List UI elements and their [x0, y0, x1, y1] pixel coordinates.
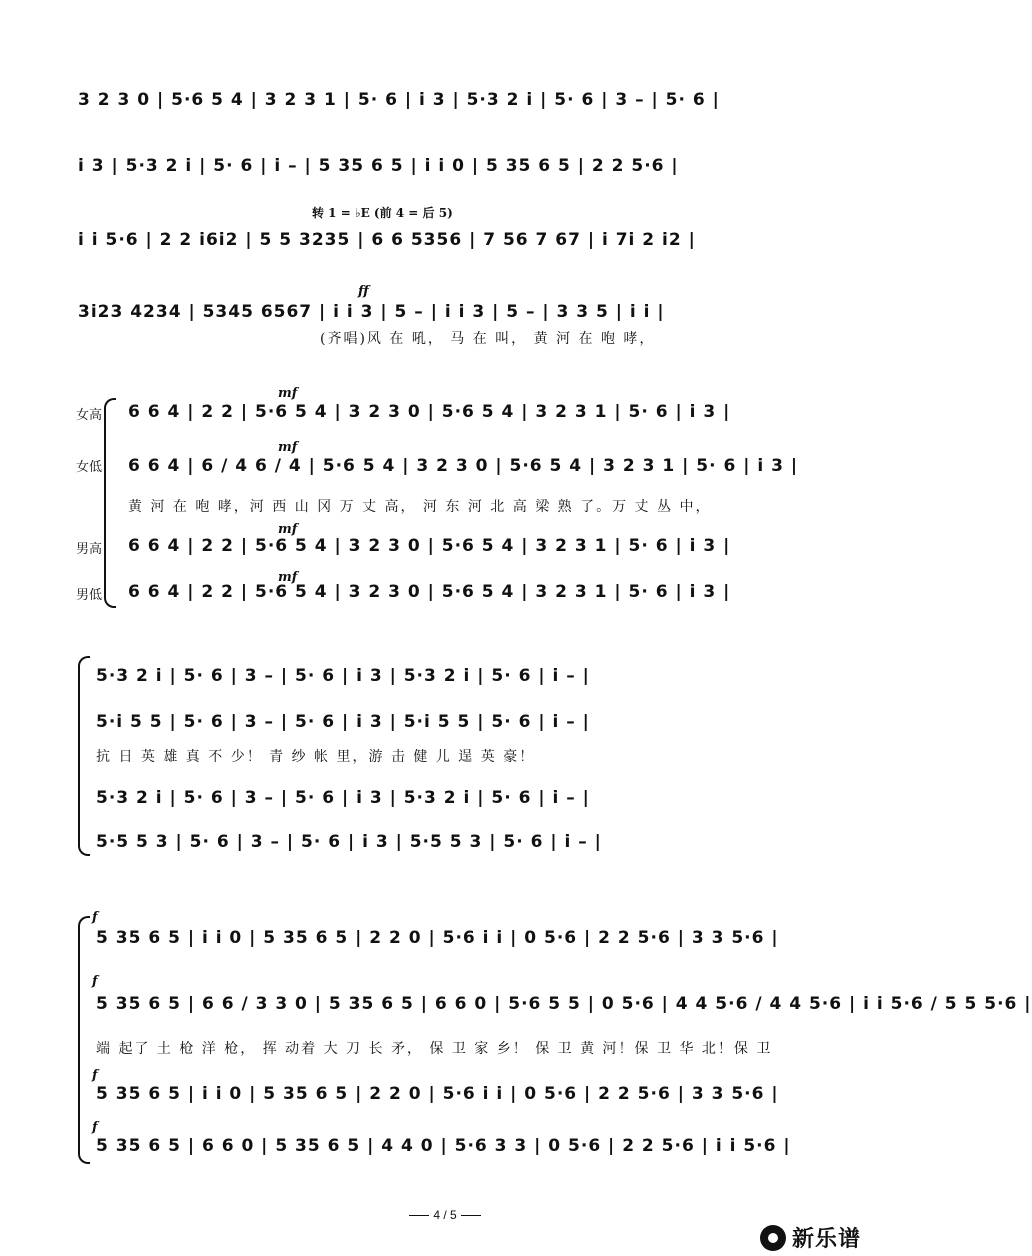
- notation-line-4: 3i23 4234 | 5345 6567 | i i 3 | 5 – | i i 3 | 5 – | 3 3 5 | i i |: [78, 302, 665, 322]
- voice-label: 女低: [76, 460, 103, 475]
- music-disc-icon: [760, 1225, 786, 1251]
- page-number: 4 / 5: [400, 1208, 490, 1222]
- dynamic-marking: mf: [278, 440, 298, 455]
- system-bracket: [78, 916, 90, 1164]
- alto-line: 6 6 4 | 6 / 4 6 / 4 | 5·6 5 4 | 3 2 3 0 | 5·6 5 4 | 3 2 3 1 | 5· 6 | i 3 |: [128, 456, 799, 476]
- dynamic-marking: f: [92, 1068, 98, 1083]
- lyrics-line-1: (齐唱)风 在 吼， 马 在 叫， 黄 河 在 咆 哮，: [320, 331, 656, 347]
- soprano-line: 5·3 2 i | 5· 6 | 3 – | 5· 6 | i 3 | 5·3 2 i | 5· 6 | i – |: [96, 666, 590, 686]
- tenor-line: 6 6 4 | 2 2 | 5·6 5 4 | 3 2 3 0 | 5·6 5 4 | 3 2 3 1 | 5· 6 | i 3 |: [128, 536, 731, 556]
- voice-label: 女高: [76, 408, 103, 423]
- dynamic-marking: f: [92, 974, 98, 989]
- dynamic-marking: mf: [278, 386, 298, 401]
- logo-text: 新乐谱: [792, 1227, 862, 1252]
- bass-line: 5·5 5 3 | 5· 6 | 3 – | 5· 6 | i 3 | 5·5 5 3 | 5· 6 | i – |: [96, 832, 602, 852]
- dynamic-marking: mf: [278, 522, 298, 537]
- bass-line: 6 6 4 | 2 2 | 5·6 5 4 | 3 2 3 0 | 5·6 5 4 | 3 2 3 1 | 5· 6 | i 3 |: [128, 582, 731, 602]
- voice-label: 男低: [76, 588, 103, 603]
- tenor-line: 5 35 6 5 | i i 0 | 5 35 6 5 | 2 2 0 | 5·6 i i | 0 5·6 | 2 2 5·6 | 3 3 5·6 |: [96, 1084, 779, 1104]
- notation-line-2: i 3 | 5·3 2 i | 5· 6 | i – | 5 35 6 5 | i i 0 | 5 35 6 5 | 2 2 5·6 |: [78, 156, 679, 176]
- dynamic-marking: ff: [358, 284, 369, 299]
- key-change-marking: 转 1 = ♭E (前 4 = 后 5): [312, 206, 453, 220]
- dynamic-marking: f: [92, 1120, 98, 1135]
- alto-line: 5 35 6 5 | 6 6 / 3 3 0 | 5 35 6 5 | 6 6 0 | 5·6 5 5 | 0 5·6 | 4 4 5·6 / 4 4 5·6 | i i 5·6 / 5 5 5·6 |: [96, 994, 1032, 1014]
- lyrics-line-4: 端 起了 土 枪 洋 枪， 挥 动着 大 刀 长 矛， 保 卫 家 乡！ 保 卫 黄 河！保 卫 华 北！保 卫: [96, 1041, 773, 1057]
- voice-label: 男高: [76, 542, 103, 557]
- dynamic-marking: mf: [278, 570, 298, 585]
- tenor-line: 5·3 2 i | 5· 6 | 3 – | 5· 6 | i 3 | 5·3 2 i | 5· 6 | i – |: [96, 788, 590, 808]
- soprano-line: 6 6 4 | 2 2 | 5·6 5 4 | 3 2 3 0 | 5·6 5 4 | 3 2 3 1 | 5· 6 | i 3 |: [128, 402, 731, 422]
- system-bracket: [78, 656, 90, 856]
- soprano-line: 5 35 6 5 | i i 0 | 5 35 6 5 | 2 2 0 | 5·6 i i | 0 5·6 | 2 2 5·6 | 3 3 5·6 |: [96, 928, 779, 948]
- dynamic-marking: f: [92, 910, 98, 925]
- lyrics-line-2: 黄 河 在 咆 哮，河 西 山 冈 万 丈 高， 河 东 河 北 高 梁 熟 了。万 丈 丛 中，: [128, 499, 712, 515]
- system-bracket: [104, 398, 116, 608]
- alto-line: 5·i 5 5 | 5· 6 | 3 – | 5· 6 | i 3 | 5·i 5 5 | 5· 6 | i – |: [96, 712, 590, 732]
- notation-line-3: i i 5·6 | 2 2 i6i2 | 5 5 3235 | 6 6 5356 | 7 56 7 67 | i 7i 2 i2 |: [78, 230, 696, 250]
- brand-logo: [760, 1222, 861, 1253]
- bass-line: 5 35 6 5 | 6 6 0 | 5 35 6 5 | 4 4 0 | 5·6 3 3 | 0 5·6 | 2 2 5·6 | i i 5·6 |: [96, 1136, 791, 1156]
- notation-line-1: 3 2 3 0 | 5·6 5 4 | 3 2 3 1 | 5· 6 | i 3 | 5·3 2 i | 5· 6 | 3 – | 5· 6 |: [78, 90, 720, 110]
- lyrics-line-3: 抗 日 英 雄 真 不 少！ 青 纱 帐 里，游 击 健 儿 逞 英 豪！: [96, 749, 536, 765]
